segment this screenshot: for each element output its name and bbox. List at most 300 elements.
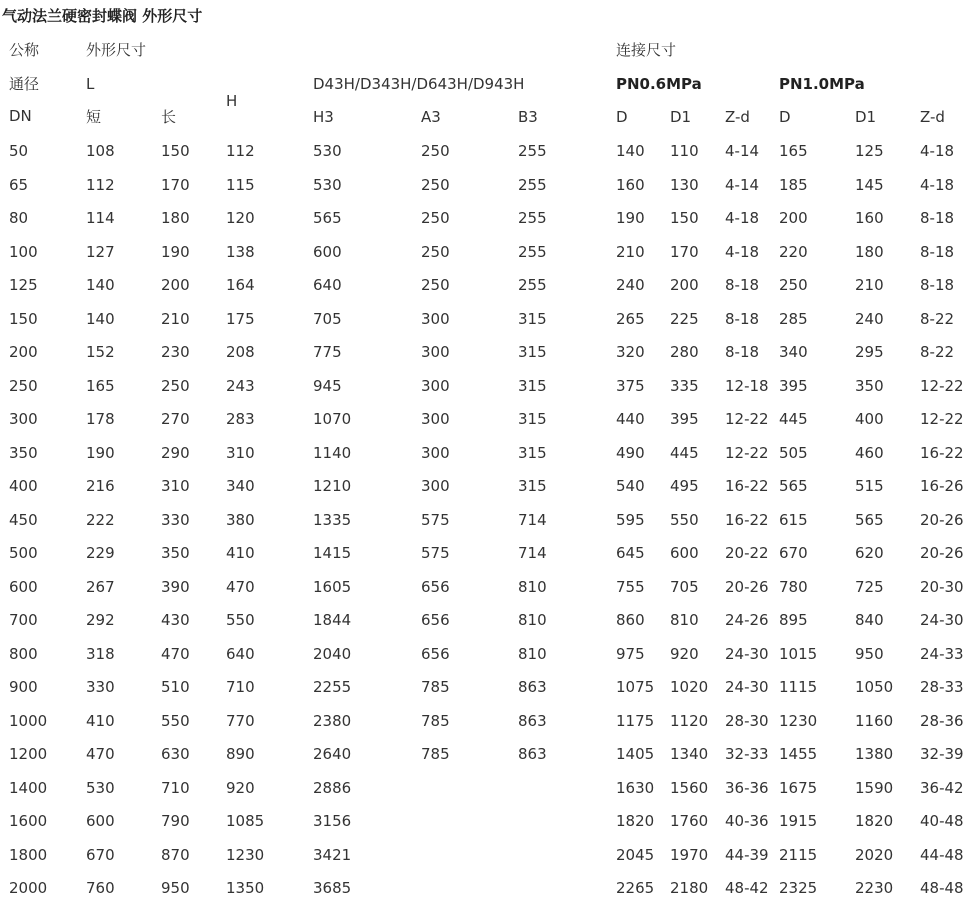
cell-d-pn06: 320 bbox=[616, 343, 645, 361]
cell-a3: 656 bbox=[421, 645, 450, 663]
cell-h: 283 bbox=[226, 410, 255, 428]
cell-l-long: 470 bbox=[161, 645, 190, 663]
header-Zd-pn06: Z-d bbox=[725, 108, 750, 126]
cell-h: 1350 bbox=[226, 879, 265, 897]
cell-h: 164 bbox=[226, 276, 255, 294]
cell-d1-pn06: 705 bbox=[670, 578, 699, 596]
cell-d1-pn06: 495 bbox=[670, 477, 699, 495]
cell-d-pn10: 165 bbox=[779, 142, 808, 160]
cell-b3: 810 bbox=[518, 578, 547, 596]
cell-l-short: 267 bbox=[86, 578, 115, 596]
cell-d1-pn10: 515 bbox=[855, 477, 884, 495]
cell-d1-pn10: 2230 bbox=[855, 879, 894, 897]
cell-d1-pn06: 150 bbox=[670, 209, 699, 227]
header-pn06: PN0.6MPa bbox=[616, 75, 702, 93]
cell-d1-pn10: 950 bbox=[855, 645, 884, 663]
cell-l-short: 292 bbox=[86, 611, 115, 629]
cell-d-pn06: 975 bbox=[616, 645, 645, 663]
cell-d-pn06: 140 bbox=[616, 142, 645, 160]
cell-d-pn06: 1075 bbox=[616, 678, 655, 696]
cell-d-pn06: 375 bbox=[616, 377, 645, 395]
cell-l-long: 170 bbox=[161, 176, 190, 194]
cell-l-long: 630 bbox=[161, 745, 190, 763]
cell-h3: 530 bbox=[313, 142, 342, 160]
cell-d-pn06: 210 bbox=[616, 243, 645, 261]
cell-l-long: 150 bbox=[161, 142, 190, 160]
cell-b3: 810 bbox=[518, 611, 547, 629]
cell-d1-pn10: 180 bbox=[855, 243, 884, 261]
cell-h: 243 bbox=[226, 377, 255, 395]
cell-zd-pn06: 40-36 bbox=[725, 812, 769, 830]
cell-d-pn10: 1455 bbox=[779, 745, 818, 763]
cell-d-pn06: 1630 bbox=[616, 779, 655, 797]
cell-l-long: 550 bbox=[161, 712, 190, 730]
cell-zd-pn10: 12-22 bbox=[920, 377, 964, 395]
cell-l-short: 165 bbox=[86, 377, 115, 395]
cell-dn: 1800 bbox=[9, 846, 48, 864]
cell-l-short: 112 bbox=[86, 176, 115, 194]
cell-b3: 315 bbox=[518, 477, 547, 495]
cell-l-short: 178 bbox=[86, 410, 115, 428]
cell-b3: 714 bbox=[518, 511, 547, 529]
cell-d-pn06: 190 bbox=[616, 209, 645, 227]
cell-zd-pn10: 16-26 bbox=[920, 477, 964, 495]
cell-b3: 863 bbox=[518, 678, 547, 696]
cell-h: 1085 bbox=[226, 812, 265, 830]
cell-h3: 2040 bbox=[313, 645, 352, 663]
cell-l-long: 250 bbox=[161, 377, 190, 395]
cell-a3: 250 bbox=[421, 243, 450, 261]
header-outline-dimensions: 外形尺寸 bbox=[86, 41, 147, 59]
cell-h: 550 bbox=[226, 611, 255, 629]
cell-a3: 575 bbox=[421, 544, 450, 562]
cell-d-pn06: 755 bbox=[616, 578, 645, 596]
cell-zd-pn06: 8-18 bbox=[725, 343, 760, 361]
cell-l-short: 140 bbox=[86, 276, 115, 294]
cell-zd-pn06: 8-18 bbox=[725, 310, 760, 328]
cell-zd-pn10: 20-30 bbox=[920, 578, 964, 596]
cell-b3: 863 bbox=[518, 745, 547, 763]
cell-d-pn10: 1675 bbox=[779, 779, 818, 797]
page-title: 气动法兰硬密封蝶阀 外形尺寸 bbox=[2, 7, 203, 25]
cell-zd-pn06: 36-36 bbox=[725, 779, 769, 797]
cell-zd-pn10: 4-18 bbox=[920, 142, 955, 160]
cell-dn: 300 bbox=[9, 410, 38, 428]
cell-zd-pn10: 8-22 bbox=[920, 310, 955, 328]
cell-l-long: 350 bbox=[161, 544, 190, 562]
cell-zd-pn10: 24-30 bbox=[920, 611, 964, 629]
cell-h3: 1335 bbox=[313, 511, 352, 529]
cell-l-short: 760 bbox=[86, 879, 115, 897]
cell-d1-pn06: 920 bbox=[670, 645, 699, 663]
cell-d-pn06: 1175 bbox=[616, 712, 655, 730]
cell-h3: 3685 bbox=[313, 879, 352, 897]
header-L: L bbox=[86, 75, 95, 93]
cell-zd-pn06: 16-22 bbox=[725, 477, 769, 495]
cell-dn: 700 bbox=[9, 611, 38, 629]
cell-d1-pn10: 400 bbox=[855, 410, 884, 428]
cell-l-long: 230 bbox=[161, 343, 190, 361]
cell-d-pn06: 860 bbox=[616, 611, 645, 629]
cell-zd-pn10: 36-42 bbox=[920, 779, 964, 797]
cell-dn: 450 bbox=[9, 511, 38, 529]
cell-d-pn10: 2115 bbox=[779, 846, 818, 864]
cell-h3: 2255 bbox=[313, 678, 352, 696]
cell-d1-pn06: 200 bbox=[670, 276, 699, 294]
cell-d1-pn06: 1120 bbox=[670, 712, 709, 730]
cell-h: 1230 bbox=[226, 846, 265, 864]
header-B3: B3 bbox=[518, 108, 538, 126]
cell-zd-pn10: 44-48 bbox=[920, 846, 964, 864]
cell-l-short: 410 bbox=[86, 712, 115, 730]
cell-h: 710 bbox=[226, 678, 255, 696]
cell-d-pn06: 540 bbox=[616, 477, 645, 495]
cell-d-pn06: 440 bbox=[616, 410, 645, 428]
cell-l-long: 950 bbox=[161, 879, 190, 897]
cell-b3: 255 bbox=[518, 243, 547, 261]
cell-l-long: 190 bbox=[161, 243, 190, 261]
cell-h: 208 bbox=[226, 343, 255, 361]
cell-d1-pn10: 240 bbox=[855, 310, 884, 328]
cell-h: 175 bbox=[226, 310, 255, 328]
cell-zd-pn06: 44-39 bbox=[725, 846, 769, 864]
cell-d1-pn06: 1970 bbox=[670, 846, 709, 864]
cell-zd-pn10: 28-36 bbox=[920, 712, 964, 730]
cell-zd-pn10: 12-22 bbox=[920, 410, 964, 428]
cell-a3: 656 bbox=[421, 611, 450, 629]
cell-l-short: 140 bbox=[86, 310, 115, 328]
cell-d1-pn10: 2020 bbox=[855, 846, 894, 864]
cell-d1-pn10: 145 bbox=[855, 176, 884, 194]
cell-l-long: 290 bbox=[161, 444, 190, 462]
cell-zd-pn10: 8-18 bbox=[920, 243, 955, 261]
cell-b3: 315 bbox=[518, 410, 547, 428]
cell-zd-pn06: 32-33 bbox=[725, 745, 769, 763]
cell-dn: 400 bbox=[9, 477, 38, 495]
cell-l-long: 870 bbox=[161, 846, 190, 864]
cell-dn: 800 bbox=[9, 645, 38, 663]
cell-d1-pn10: 295 bbox=[855, 343, 884, 361]
cell-d1-pn06: 110 bbox=[670, 142, 699, 160]
cell-l-short: 530 bbox=[86, 779, 115, 797]
cell-a3: 656 bbox=[421, 578, 450, 596]
cell-d-pn10: 670 bbox=[779, 544, 808, 562]
header-diameter: 通径 bbox=[9, 75, 40, 93]
header-models: D43H/D343H/D643H/D943H bbox=[313, 75, 525, 93]
cell-l-long: 270 bbox=[161, 410, 190, 428]
cell-l-long: 200 bbox=[161, 276, 190, 294]
cell-d-pn10: 285 bbox=[779, 310, 808, 328]
cell-zd-pn10: 8-18 bbox=[920, 276, 955, 294]
cell-a3: 250 bbox=[421, 176, 450, 194]
cell-zd-pn10: 4-18 bbox=[920, 176, 955, 194]
cell-h3: 3156 bbox=[313, 812, 352, 830]
cell-d-pn10: 250 bbox=[779, 276, 808, 294]
cell-h3: 1844 bbox=[313, 611, 352, 629]
cell-zd-pn06: 16-22 bbox=[725, 511, 769, 529]
cell-d1-pn10: 460 bbox=[855, 444, 884, 462]
cell-a3: 300 bbox=[421, 444, 450, 462]
cell-l-short: 600 bbox=[86, 812, 115, 830]
cell-d1-pn06: 550 bbox=[670, 511, 699, 529]
cell-d1-pn06: 170 bbox=[670, 243, 699, 261]
cell-zd-pn10: 24-33 bbox=[920, 645, 964, 663]
cell-zd-pn06: 4-18 bbox=[725, 243, 760, 261]
cell-b3: 315 bbox=[518, 310, 547, 328]
cell-dn: 65 bbox=[9, 176, 29, 194]
cell-zd-pn06: 12-22 bbox=[725, 444, 769, 462]
cell-a3: 785 bbox=[421, 745, 450, 763]
header-L-long: 长 bbox=[161, 108, 177, 126]
cell-b3: 255 bbox=[518, 142, 547, 160]
cell-zd-pn06: 20-22 bbox=[725, 544, 769, 562]
cell-dn: 1200 bbox=[9, 745, 48, 763]
cell-d-pn06: 240 bbox=[616, 276, 645, 294]
cell-d1-pn06: 1560 bbox=[670, 779, 709, 797]
cell-b3: 714 bbox=[518, 544, 547, 562]
cell-zd-pn06: 8-18 bbox=[725, 276, 760, 294]
cell-d1-pn10: 1050 bbox=[855, 678, 894, 696]
cell-l-long: 310 bbox=[161, 477, 190, 495]
cell-dn: 1000 bbox=[9, 712, 48, 730]
cell-l-short: 190 bbox=[86, 444, 115, 462]
cell-d-pn10: 445 bbox=[779, 410, 808, 428]
cell-zd-pn06: 4-14 bbox=[725, 142, 760, 160]
cell-h: 340 bbox=[226, 477, 255, 495]
cell-d-pn10: 1915 bbox=[779, 812, 818, 830]
cell-zd-pn10: 16-22 bbox=[920, 444, 964, 462]
cell-l-long: 790 bbox=[161, 812, 190, 830]
cell-dn: 100 bbox=[9, 243, 38, 261]
cell-a3: 250 bbox=[421, 142, 450, 160]
cell-h: 120 bbox=[226, 209, 255, 227]
cell-a3: 575 bbox=[421, 511, 450, 529]
cell-zd-pn10: 20-26 bbox=[920, 544, 964, 562]
cell-l-short: 318 bbox=[86, 645, 115, 663]
cell-h: 640 bbox=[226, 645, 255, 663]
header-D1-pn06: D1 bbox=[670, 108, 692, 126]
cell-h3: 1140 bbox=[313, 444, 352, 462]
cell-b3: 255 bbox=[518, 176, 547, 194]
cell-d-pn10: 185 bbox=[779, 176, 808, 194]
cell-h: 310 bbox=[226, 444, 255, 462]
cell-zd-pn06: 4-14 bbox=[725, 176, 760, 194]
cell-d-pn10: 505 bbox=[779, 444, 808, 462]
cell-a3: 300 bbox=[421, 310, 450, 328]
cell-d-pn06: 265 bbox=[616, 310, 645, 328]
cell-dn: 600 bbox=[9, 578, 38, 596]
cell-a3: 250 bbox=[421, 276, 450, 294]
cell-zd-pn06: 24-30 bbox=[725, 645, 769, 663]
cell-h: 112 bbox=[226, 142, 255, 160]
cell-d1-pn10: 350 bbox=[855, 377, 884, 395]
cell-zd-pn06: 24-26 bbox=[725, 611, 769, 629]
cell-d1-pn10: 840 bbox=[855, 611, 884, 629]
cell-zd-pn06: 4-18 bbox=[725, 209, 760, 227]
cell-l-long: 710 bbox=[161, 779, 190, 797]
cell-zd-pn06: 12-18 bbox=[725, 377, 769, 395]
cell-zd-pn10: 48-48 bbox=[920, 879, 964, 897]
cell-a3: 300 bbox=[421, 477, 450, 495]
cell-d-pn10: 615 bbox=[779, 511, 808, 529]
cell-d-pn06: 595 bbox=[616, 511, 645, 529]
cell-d1-pn06: 225 bbox=[670, 310, 699, 328]
cell-h3: 705 bbox=[313, 310, 342, 328]
cell-h3: 530 bbox=[313, 176, 342, 194]
cell-zd-pn10: 40-48 bbox=[920, 812, 964, 830]
cell-b3: 315 bbox=[518, 377, 547, 395]
cell-h3: 1415 bbox=[313, 544, 352, 562]
cell-d1-pn06: 2180 bbox=[670, 879, 709, 897]
cell-h3: 2886 bbox=[313, 779, 352, 797]
cell-d-pn06: 160 bbox=[616, 176, 645, 194]
cell-d-pn10: 2325 bbox=[779, 879, 818, 897]
cell-l-short: 670 bbox=[86, 846, 115, 864]
cell-zd-pn10: 32-39 bbox=[920, 745, 964, 763]
cell-d1-pn06: 130 bbox=[670, 176, 699, 194]
header-L-short: 短 bbox=[86, 108, 102, 126]
cell-d1-pn06: 280 bbox=[670, 343, 699, 361]
header-H3: H3 bbox=[313, 108, 334, 126]
cell-h: 410 bbox=[226, 544, 255, 562]
cell-l-long: 430 bbox=[161, 611, 190, 629]
cell-d1-pn10: 1590 bbox=[855, 779, 894, 797]
cell-d-pn06: 645 bbox=[616, 544, 645, 562]
cell-h: 920 bbox=[226, 779, 255, 797]
cell-a3: 300 bbox=[421, 377, 450, 395]
cell-b3: 255 bbox=[518, 276, 547, 294]
cell-h: 470 bbox=[226, 578, 255, 596]
cell-d-pn06: 490 bbox=[616, 444, 645, 462]
cell-h: 115 bbox=[226, 176, 255, 194]
cell-a3: 250 bbox=[421, 209, 450, 227]
cell-zd-pn10: 28-33 bbox=[920, 678, 964, 696]
cell-d1-pn06: 600 bbox=[670, 544, 699, 562]
header-A3: A3 bbox=[421, 108, 441, 126]
cell-dn: 900 bbox=[9, 678, 38, 696]
cell-d-pn06: 1405 bbox=[616, 745, 655, 763]
cell-h: 770 bbox=[226, 712, 255, 730]
cell-h3: 640 bbox=[313, 276, 342, 294]
cell-zd-pn10: 8-18 bbox=[920, 209, 955, 227]
cell-d-pn10: 780 bbox=[779, 578, 808, 596]
cell-dn: 250 bbox=[9, 377, 38, 395]
cell-zd-pn10: 8-22 bbox=[920, 343, 955, 361]
cell-d1-pn10: 1820 bbox=[855, 812, 894, 830]
cell-l-long: 210 bbox=[161, 310, 190, 328]
cell-h3: 2640 bbox=[313, 745, 352, 763]
cell-a3: 785 bbox=[421, 678, 450, 696]
cell-zd-pn06: 20-26 bbox=[725, 578, 769, 596]
cell-h3: 2380 bbox=[313, 712, 352, 730]
cell-d-pn06: 2045 bbox=[616, 846, 655, 864]
header-nominal: 公称 bbox=[9, 41, 40, 59]
cell-d1-pn10: 620 bbox=[855, 544, 884, 562]
cell-d1-pn10: 125 bbox=[855, 142, 884, 160]
cell-d1-pn06: 810 bbox=[670, 611, 699, 629]
cell-b3: 863 bbox=[518, 712, 547, 730]
cell-dn: 1400 bbox=[9, 779, 48, 797]
cell-h3: 1210 bbox=[313, 477, 352, 495]
cell-l-long: 510 bbox=[161, 678, 190, 696]
cell-d1-pn10: 1380 bbox=[855, 745, 894, 763]
cell-l-short: 152 bbox=[86, 343, 115, 361]
cell-d1-pn10: 1160 bbox=[855, 712, 894, 730]
header-D1-pn10: D1 bbox=[855, 108, 877, 126]
cell-h: 890 bbox=[226, 745, 255, 763]
cell-d1-pn10: 725 bbox=[855, 578, 884, 596]
cell-h: 380 bbox=[226, 511, 255, 529]
cell-zd-pn06: 28-30 bbox=[725, 712, 769, 730]
cell-zd-pn06: 24-30 bbox=[725, 678, 769, 696]
cell-dn: 125 bbox=[9, 276, 38, 294]
cell-d-pn10: 220 bbox=[779, 243, 808, 261]
cell-h3: 1070 bbox=[313, 410, 352, 428]
cell-h3: 600 bbox=[313, 243, 342, 261]
cell-d-pn10: 895 bbox=[779, 611, 808, 629]
cell-b3: 810 bbox=[518, 645, 547, 663]
cell-a3: 300 bbox=[421, 410, 450, 428]
header-D-pn10: D bbox=[779, 108, 791, 126]
cell-a3: 300 bbox=[421, 343, 450, 361]
cell-l-short: 229 bbox=[86, 544, 115, 562]
cell-d-pn10: 200 bbox=[779, 209, 808, 227]
cell-l-short: 222 bbox=[86, 511, 115, 529]
cell-l-short: 108 bbox=[86, 142, 115, 160]
cell-l-short: 216 bbox=[86, 477, 115, 495]
cell-l-short: 114 bbox=[86, 209, 115, 227]
cell-d-pn10: 1115 bbox=[779, 678, 818, 696]
cell-d1-pn10: 160 bbox=[855, 209, 884, 227]
cell-l-short: 330 bbox=[86, 678, 115, 696]
cell-h3: 1605 bbox=[313, 578, 352, 596]
cell-d-pn10: 1015 bbox=[779, 645, 818, 663]
header-connection-dimensions: 连接尺寸 bbox=[616, 41, 677, 59]
cell-h3: 775 bbox=[313, 343, 342, 361]
cell-d1-pn06: 395 bbox=[670, 410, 699, 428]
cell-l-long: 390 bbox=[161, 578, 190, 596]
cell-d-pn10: 565 bbox=[779, 477, 808, 495]
cell-l-long: 330 bbox=[161, 511, 190, 529]
cell-d1-pn10: 210 bbox=[855, 276, 884, 294]
cell-d1-pn06: 1340 bbox=[670, 745, 709, 763]
header-DN: DN bbox=[9, 107, 32, 125]
cell-zd-pn06: 48-42 bbox=[725, 879, 769, 897]
cell-d-pn06: 2265 bbox=[616, 879, 655, 897]
header-Zd-pn10: Z-d bbox=[920, 108, 945, 126]
cell-dn: 50 bbox=[9, 142, 29, 160]
cell-d-pn06: 1820 bbox=[616, 812, 655, 830]
cell-d1-pn10: 565 bbox=[855, 511, 884, 529]
cell-dn: 1600 bbox=[9, 812, 48, 830]
cell-h3: 3421 bbox=[313, 846, 352, 864]
cell-dn: 200 bbox=[9, 343, 38, 361]
cell-b3: 255 bbox=[518, 209, 547, 227]
cell-zd-pn06: 12-22 bbox=[725, 410, 769, 428]
cell-h3: 565 bbox=[313, 209, 342, 227]
cell-b3: 315 bbox=[518, 444, 547, 462]
header-D-pn06: D bbox=[616, 108, 628, 126]
cell-d1-pn06: 445 bbox=[670, 444, 699, 462]
cell-dn: 350 bbox=[9, 444, 38, 462]
cell-d-pn10: 1230 bbox=[779, 712, 818, 730]
cell-d1-pn06: 1020 bbox=[670, 678, 709, 696]
cell-dn: 500 bbox=[9, 544, 38, 562]
cell-dn: 2000 bbox=[9, 879, 48, 897]
cell-zd-pn10: 20-26 bbox=[920, 511, 964, 529]
cell-l-short: 127 bbox=[86, 243, 115, 261]
cell-d1-pn06: 335 bbox=[670, 377, 699, 395]
